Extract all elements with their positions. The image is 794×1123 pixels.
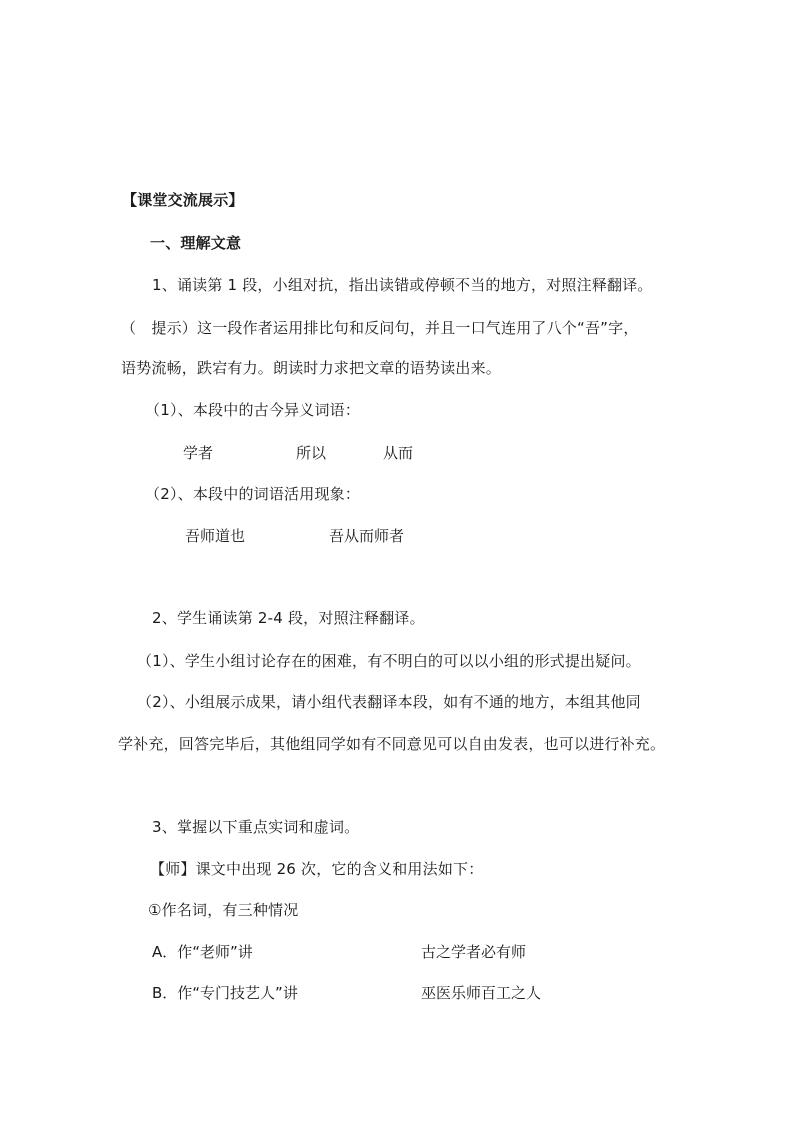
question-2: （2）、本段中的词语活用现象： [145,485,361,503]
word-item: 学者 [183,444,214,462]
question-1: （1）、本段中的古今异义词语： [145,401,361,419]
word-item: 所以 [296,444,327,462]
word-item: 从而 [383,444,414,462]
paragraph-1: 1、诵读第 1 段，小组对抗，指出读错或停顿不当的地方，对照注释翻译。 [152,276,653,294]
teacher-note: 【师】课文中出现 26 次，它的含义和用法如下： [150,860,484,878]
paragraph-hint-cont: 语势流畅，跌宕有力。朗读时力求把文章的语势读出来。 [121,359,502,377]
heading-understanding: 一、理解文意 [150,234,242,252]
paragraph-presentation: （2）、小组展示成果，请小组代表翻译本段，如有不通的地方，本组其他同 [137,693,641,711]
section-title: 【课堂交流展示】 [122,191,244,209]
paragraph-discussion: （1）、学生小组讨论存在的困难，有不明白的可以以小组的形式提出疑问。 [137,652,641,670]
paragraph-presentation-cont: 学补充，回答完毕后，其他组同学如有不同意见可以自由发表，也可以进行补充。 [118,735,666,753]
usage-label: B．作“专门技艺人”讲 [152,984,298,1002]
paragraph-3: 3、掌握以下重点实词和虚词。 [152,818,360,836]
usage-label: A．作“老师”讲 [152,943,253,961]
usage-example: 古之学者必有师 [421,943,527,961]
paragraph-2: 2、学生诵读第 2-4 段，对照注释翻译。 [152,609,425,627]
noun-usage-heading: ①作名词，有三种情况 [148,901,299,919]
word-item: 吾从而师者 [329,527,405,545]
usage-example: 巫医乐师百工之人 [421,984,542,1002]
paragraph-hint: （ 提示）这一段作者运用排比句和反问句，并且一口气连用了八个“吾”字， [121,319,639,337]
word-item: 吾师道也 [185,527,246,545]
